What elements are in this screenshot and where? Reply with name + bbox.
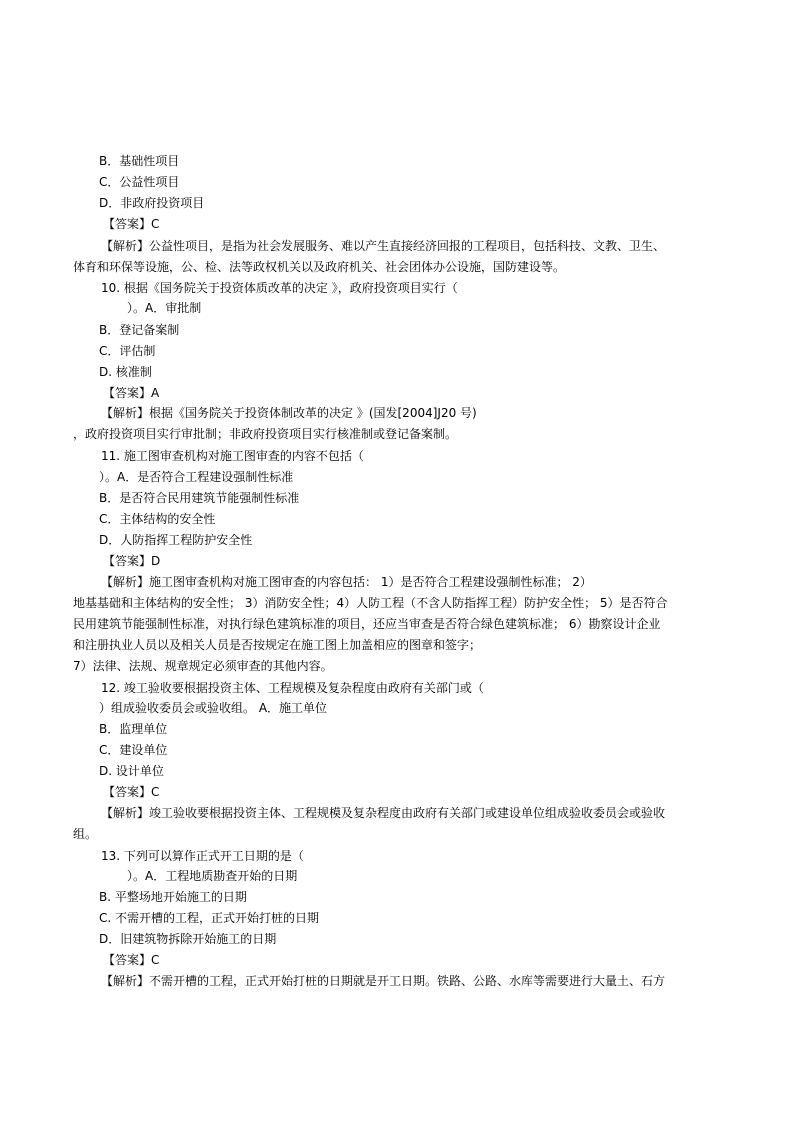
- question-13-stem: 13. 下列可以算作正式开工日期的是（: [101, 849, 304, 863]
- question-12-stem: 12. 竣工验收要根据投资主体、工程规模及复杂程度由政府有关部门或（: [101, 681, 484, 695]
- explanation-line: 体育和环保等设施，公、检、法等政权机关以及政府机关、社会团体办公设施，国防建设等。: [73, 260, 566, 274]
- question-11-stem: 11. 施工图审查机构对施工图审查的内容不包括（: [101, 449, 364, 463]
- option-b: B．基础性项目: [99, 154, 180, 168]
- explanation-line: 【解析】公益性项目，是指为社会发展服务、难以产生直接经济回报的工程项目，包括科技、文教、卫生、: [101, 239, 666, 253]
- option-b: B．登记备案制: [99, 323, 180, 337]
- option-d: D. 设计单位: [99, 764, 164, 778]
- option-d: D．非政府投资项目: [99, 196, 205, 210]
- option-b: B．是否符合民用建筑节能强制性标准: [99, 491, 300, 505]
- answer-line: 【答案】A: [103, 386, 160, 400]
- answer-line: 【答案】C: [103, 217, 160, 231]
- option-d: D．人防指挥工程防护安全性: [99, 533, 253, 547]
- explanation-line: ，政府投资项目实行审批制；非政府投资项目实行核准制或登记备案制。: [73, 427, 458, 441]
- answer-line: 【答案】C: [103, 953, 160, 967]
- question-12-option-a: ）组成验收委员会或验收组。 A．施工单位: [99, 701, 328, 715]
- explanation-line: 和注册执业人员以及相关人员是否按规定在施工图上加盖相应的图章和签字；: [73, 638, 482, 652]
- option-b: B. 平整场地开始施工的日期: [99, 890, 247, 904]
- explanation-line: 【解析】不需开槽的工程，正式开始打桩的日期就是开工日期。铁路、公路、水库等需要进行大量土、石方: [101, 974, 666, 988]
- explanation-line: 民用建筑节能强制性标准，对执行绿色建筑标准的项目，还应当审查是否符合绿色建筑标准； 6）勘察设计企业: [73, 617, 661, 631]
- option-d: D. 核准制: [99, 365, 152, 379]
- option-c: C．评估制: [99, 344, 156, 358]
- option-c: C．主体结构的安全性: [99, 512, 216, 526]
- option-a: ）。A．工程地质勘查开始的日期: [127, 869, 298, 883]
- question-10-stem: 10. 根据《国务院关于投资体质改革的决定 》，政府投资项目实行（: [101, 281, 458, 295]
- explanation-line: 【解析】竣工验收要根据投资主体、工程规模及复杂程度由政府有关部门或建设单位组成验收委员会或验收: [101, 806, 666, 820]
- explanation-line: 【解析】根据《国务院关于投资体制改革的决定 》(国发[2004]J20 号): [101, 406, 477, 420]
- explanation-line: 组。: [73, 827, 98, 841]
- option-a: ）。A．审批制: [127, 301, 202, 315]
- answer-line: 【答案】C: [103, 785, 160, 799]
- option-c: C．建设单位: [99, 743, 168, 757]
- option-a: ）。A．是否符合工程建设强制性标准: [99, 470, 294, 484]
- option-b: B．监理单位: [99, 722, 168, 736]
- answer-line: 【答案】D: [103, 554, 161, 568]
- option-c: C. 不需开槽的工程，正式开始打桩的日期: [99, 911, 320, 925]
- explanation-line: 【解析】施工图审查机构对施工图审查的内容包括： 1）是否符合工程建设强制性标准； 2）: [101, 575, 592, 589]
- option-d: D．旧建筑物拆除开始施工的日期: [99, 932, 277, 946]
- explanation-line: 7）法律、法规、规章规定必须审查的其他内容。: [73, 659, 333, 673]
- option-c: C．公益性项目: [99, 175, 180, 189]
- explanation-line: 地基基础和主体结构的安全性； 3）消防安全性；4）人防工程（不含人防指挥工程）防护安全性； 5）是否符合: [73, 596, 668, 610]
